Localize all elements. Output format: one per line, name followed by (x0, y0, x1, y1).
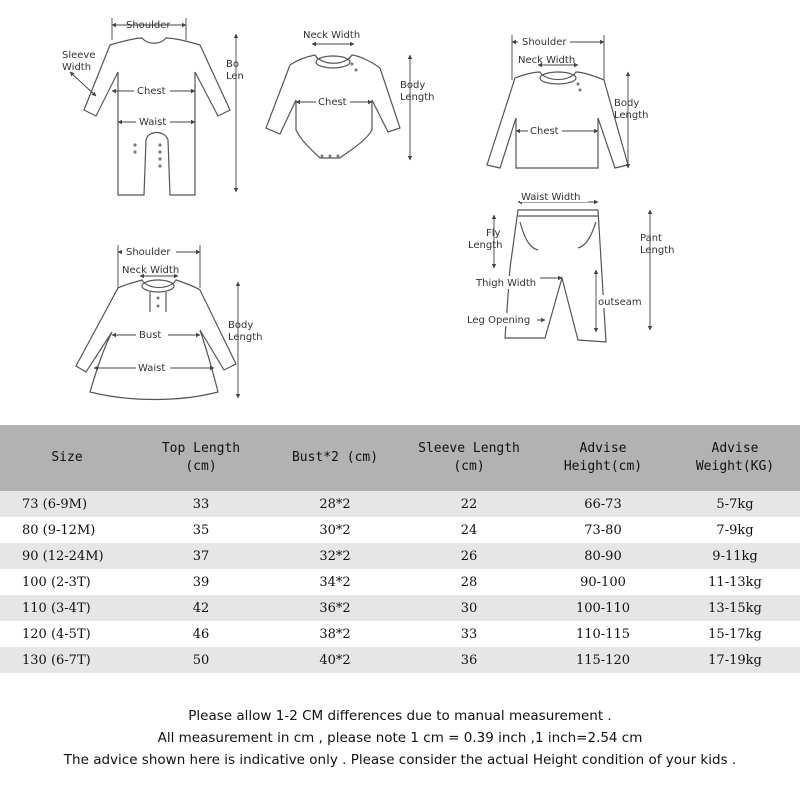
table-cell: 120 (4-5T) (0, 621, 134, 647)
table-cell: 22 (402, 491, 536, 517)
measurement-notes (0, 705, 800, 771)
table-cell: 11-13kg (670, 569, 800, 595)
table-row (0, 517, 800, 543)
size-chart-table (0, 425, 800, 673)
table-cell: 26 (402, 543, 536, 569)
top-shoulder-label: Shoulder (522, 37, 567, 48)
table-cell: 17-19kg (670, 647, 800, 673)
note-line: The advice shown here is indicative only . Please consider the actual Height condition of your kids . (63, 752, 737, 768)
dress-body-label-1: Body (228, 320, 254, 331)
dress-body-label-2: Length (228, 332, 263, 343)
romper-chest-label: Chest (137, 86, 166, 97)
table-cell: 28 (402, 569, 536, 595)
header-size-text: Size (51, 450, 83, 465)
table-row (0, 543, 800, 569)
header-advise-weight-text: Advise (711, 441, 759, 456)
table-cell: 50 (134, 647, 268, 673)
table-cell: 110-115 (536, 621, 670, 647)
bodysuit-body-label-1: Body (400, 80, 426, 91)
header-top-length-unit: (cm) (185, 459, 217, 474)
header-sleeve-length (402, 425, 536, 491)
header-advise-height-unit: Height(cm) (563, 459, 643, 474)
table-cell: 37 (134, 543, 268, 569)
table-row (0, 647, 800, 673)
table-cell: 110 (3-4T) (0, 595, 134, 621)
pants-diagram (465, 190, 675, 342)
romper-waist-label: Waist (139, 117, 167, 128)
top-chest-label: Chest (530, 126, 559, 137)
dress-diagram (76, 245, 263, 400)
table-cell: 34*2 (268, 569, 402, 595)
table-cell: 13-15kg (670, 595, 800, 621)
table-row (0, 621, 800, 647)
table-cell: 28*2 (268, 491, 402, 517)
table-row (0, 569, 800, 595)
pants-waist-label: Waist Width (521, 192, 581, 203)
pants-pant-label-2: Length (640, 245, 675, 256)
table-cell: 5-7kg (670, 491, 800, 517)
romper-shoulder-label: Shoulder (126, 20, 171, 31)
dress-waist-label: Waist (138, 363, 166, 374)
header-top-length (134, 425, 268, 491)
table-cell: 100 (2-3T) (0, 569, 134, 595)
table-cell: 36*2 (268, 595, 402, 621)
header-top-length-text: Top Length (161, 441, 241, 456)
dress-neck-label: Neck Width (122, 265, 180, 276)
table-cell: 39 (134, 569, 268, 595)
bodysuit-diagram (266, 30, 435, 160)
bodysuit-neck-label: Neck Width (303, 30, 361, 41)
pants-fly-label-2: Length (468, 240, 503, 251)
header-advise-height-text: Advise (579, 441, 627, 456)
table-cell: 115-120 (536, 647, 670, 673)
pants-thigh-label: Thigh Width (476, 278, 537, 289)
table-cell: 80 (9-12M) (0, 517, 134, 543)
pants-fly-label-1: Fly (486, 228, 501, 239)
table-row (0, 595, 800, 621)
dress-bust-label: Bust (139, 330, 162, 341)
pants-outseam-label: outseam (598, 297, 642, 308)
table-cell: 30 (402, 595, 536, 621)
header-advise-height (536, 425, 670, 491)
table-cell: 32*2 (268, 543, 402, 569)
table-cell: 42 (134, 595, 268, 621)
table-cell: 35 (134, 517, 268, 543)
header-sleeve-length-unit: (cm) (453, 459, 485, 474)
top-neck-label: Neck Width (518, 55, 576, 66)
table-cell: 66-73 (536, 491, 670, 517)
size-chart-header (0, 425, 800, 491)
table-cell: 80-90 (536, 543, 670, 569)
table-cell: 38*2 (268, 621, 402, 647)
table-cell: 40*2 (268, 647, 402, 673)
table-cell: 100-110 (536, 595, 670, 621)
top-diagram (487, 35, 649, 168)
header-size (0, 425, 134, 491)
romper-sleeve-label-1: Sleeve (62, 50, 96, 61)
table-cell: 33 (134, 491, 268, 517)
header-sleeve-length-text: Sleeve Length (418, 441, 520, 456)
top-body-label-2: Length (614, 110, 649, 121)
table-cell: 130 (6-7T) (0, 647, 134, 673)
header-advise-weight-unit: Weight(KG) (695, 459, 775, 474)
note-line: Please allow 1-2 CM differences due to manual measurement . (188, 708, 612, 724)
table-cell: 90 (12-24M) (0, 543, 134, 569)
header-advise-weight (670, 425, 800, 491)
table-cell: 73 (6-9M) (0, 491, 134, 517)
table-cell: 73-80 (536, 517, 670, 543)
romper-body-label-1: Bo (226, 59, 239, 70)
header-bust-text: Bust*2 (cm) (291, 450, 379, 465)
dress-shoulder-label: Shoulder (126, 247, 171, 258)
romper-diagram (62, 18, 244, 195)
table-cell: 9-11kg (670, 543, 800, 569)
table-row (0, 491, 800, 517)
pants-pant-label-1: Pant (640, 233, 662, 244)
size-chart-body (0, 491, 800, 673)
pants-leg-label: Leg Opening (467, 315, 531, 326)
note-line: All measurement in cm , please note 1 cm = 0.39 inch ,1 inch=2.54 cm (157, 730, 643, 746)
table-cell: 7-9kg (670, 517, 800, 543)
table-cell: 90-100 (536, 569, 670, 595)
romper-sleeve-label-2: Width (62, 62, 92, 73)
table-cell: 46 (134, 621, 268, 647)
bodysuit-body-label-2: Length (400, 92, 435, 103)
top-body-label-1: Body (614, 98, 640, 109)
table-cell: 36 (402, 647, 536, 673)
table-cell: 24 (402, 517, 536, 543)
header-bust (268, 425, 402, 491)
table-cell: 15-17kg (670, 621, 800, 647)
bodysuit-chest-label: Chest (318, 97, 347, 108)
table-cell: 30*2 (268, 517, 402, 543)
romper-body-label-2: Len (226, 71, 244, 82)
table-cell: 33 (402, 621, 536, 647)
